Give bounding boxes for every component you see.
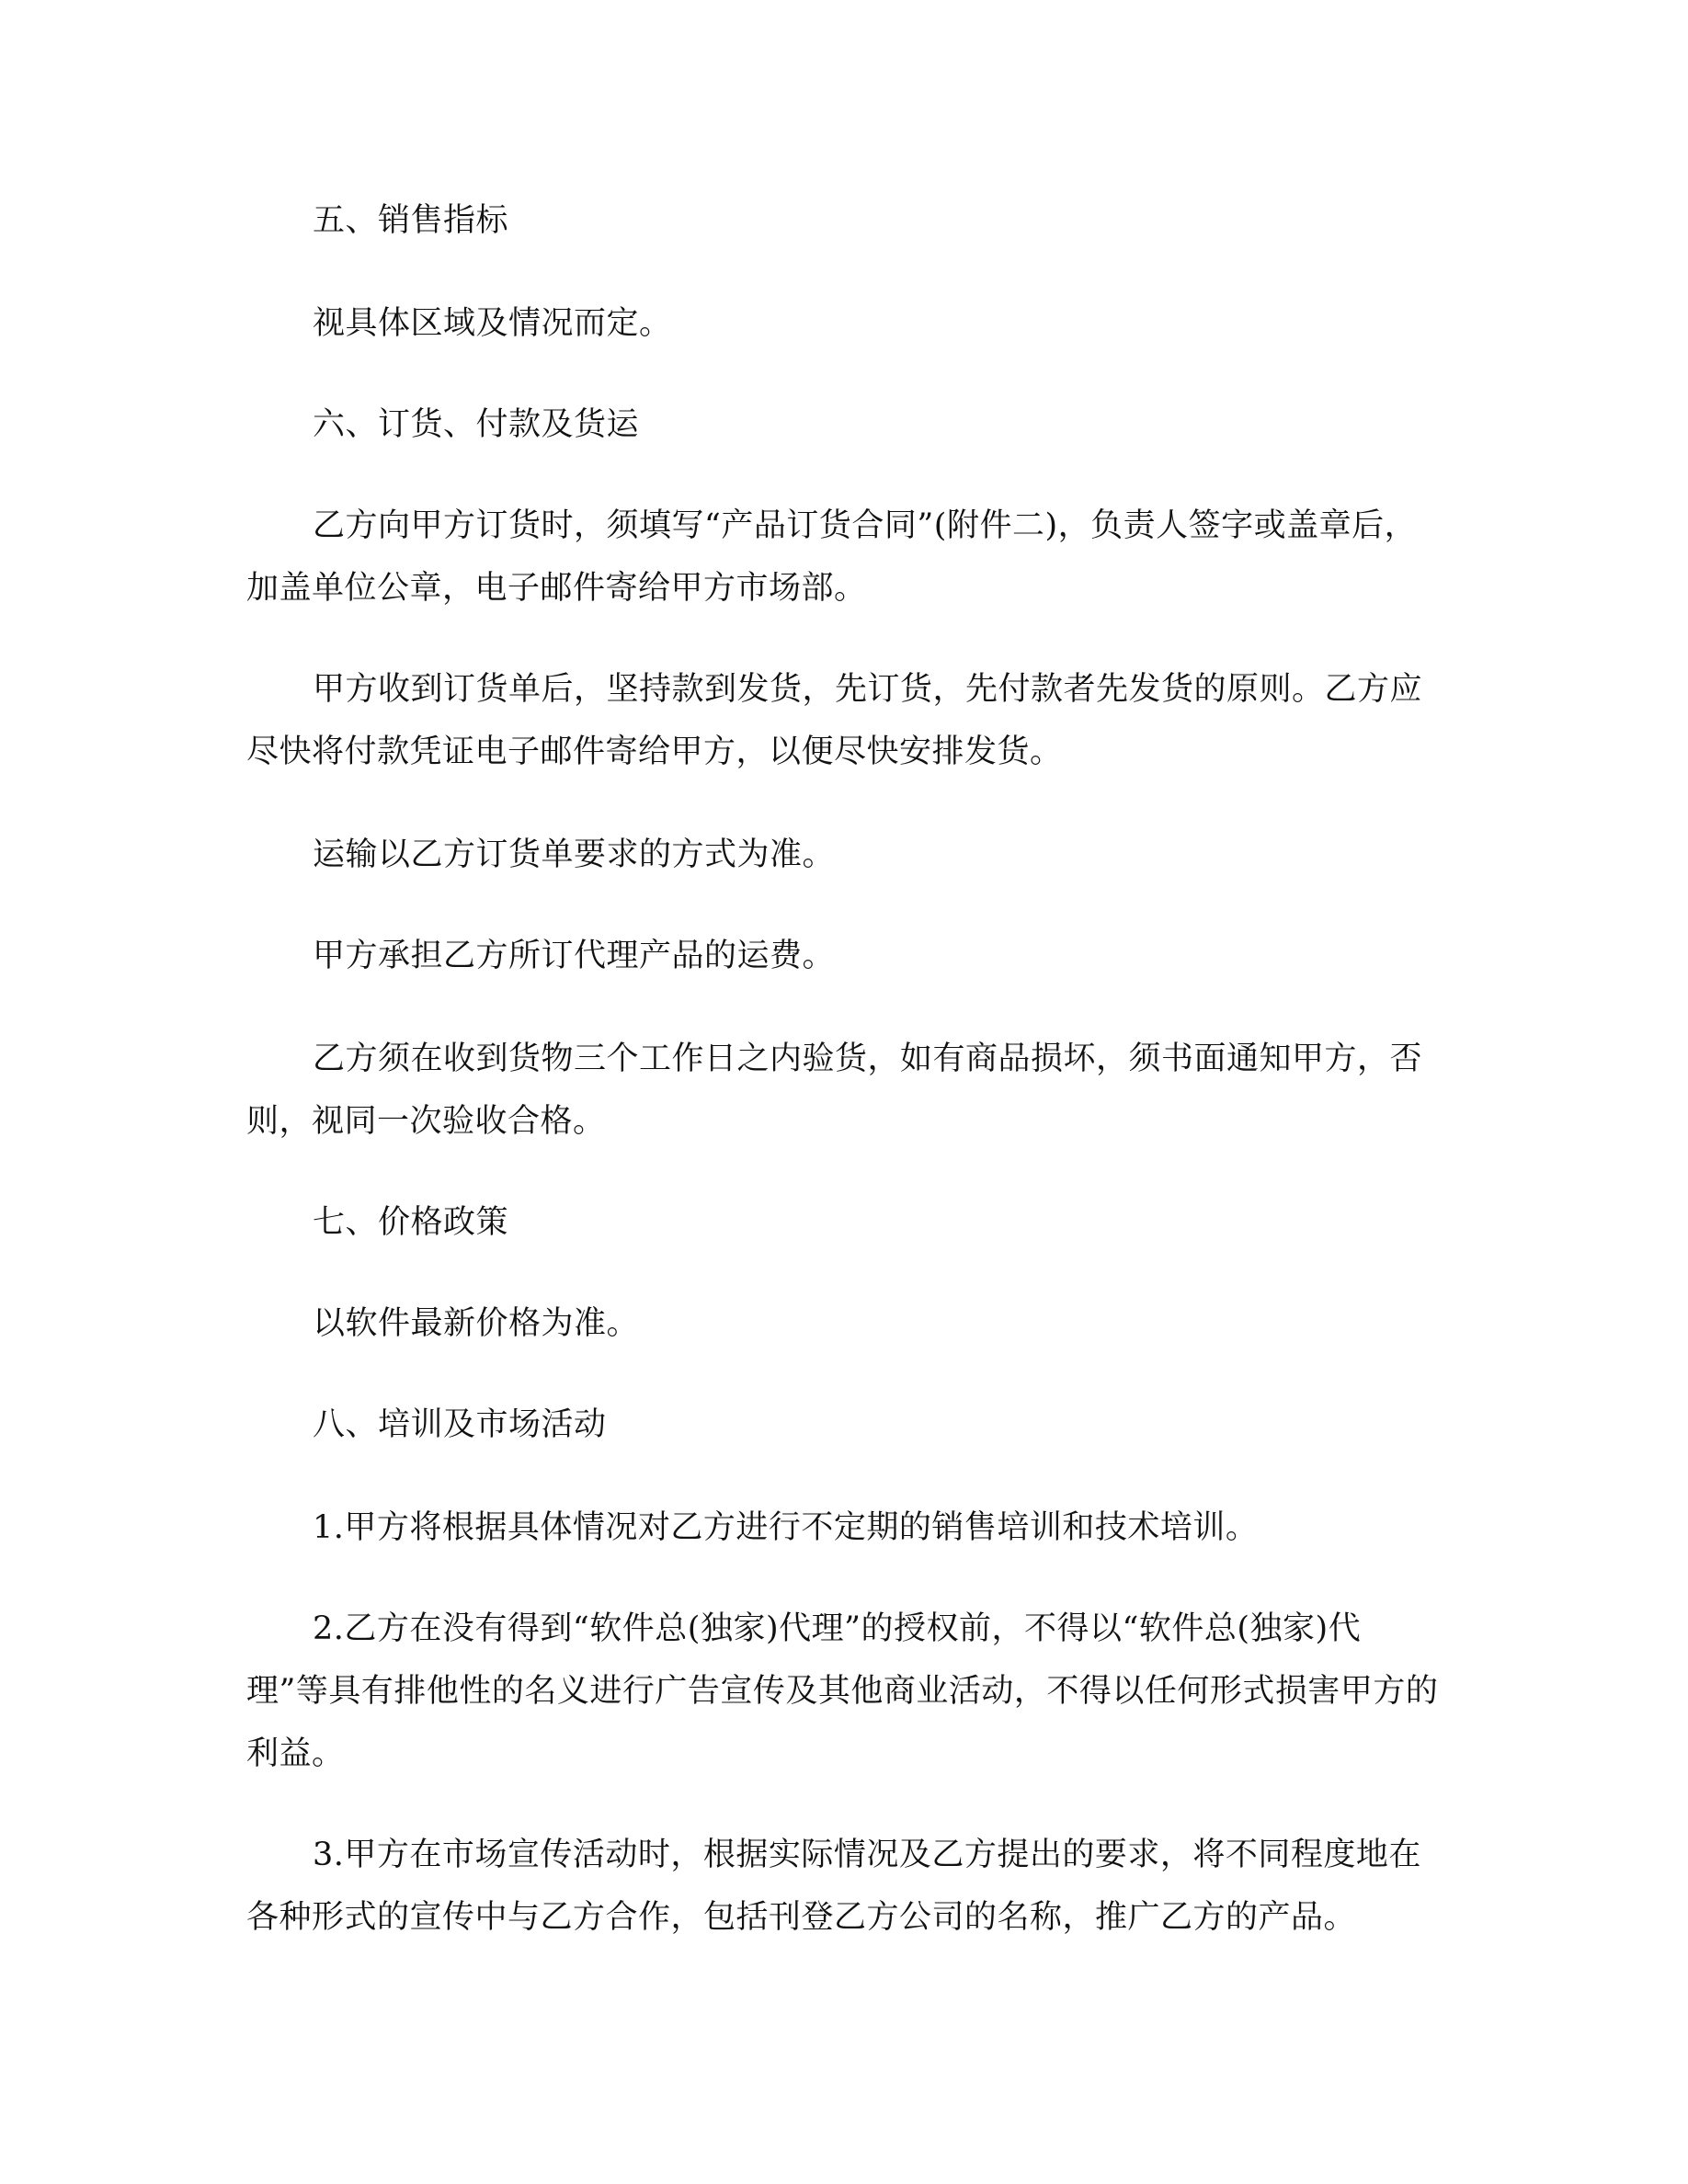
paragraph-shipping-cost: 甲方承担乙方所订代理产品的运费。 (313, 938, 836, 974)
paragraph-shipping-method: 运输以乙方订货单要求的方式为准。 (313, 836, 836, 873)
paragraph-ordering-form: 乙方向甲方订货时，须填写“产品订货合同”(附件二)，负责人签字或盖章后，加盖单位公章，电子邮件寄给甲方市场部。 (246, 507, 1418, 607)
paragraph-payment: 甲方收到订货单后，坚持款到发货，先订货，先付款者先发货的原则。乙方应尽快将付款凭证电子邮件寄给甲方，以便尽快安排发货。 (246, 671, 1423, 770)
section-heading-pricing: 七、价格政策 (313, 1204, 509, 1241)
paragraph-sales-target: 视具体区域及情况而定。 (313, 305, 672, 342)
section-heading-ordering: 六、订货、付款及货运 (313, 406, 640, 443)
paragraph-inspection: 乙方须在收到货物三个工作日之内验货，如有商品损坏，须书面通知甲方，否则，视同一次验收合格。 (246, 1041, 1423, 1140)
section-heading-training: 八、培训及市场活动 (313, 1406, 607, 1443)
paragraph-pricing: 以软件最新价格为准。 (313, 1305, 640, 1342)
paragraph-training-2: 2.乙方在没有得到“软件总(独家)代理”的授权前，不得以“软件总(独家)代理”等具有排他性的名义进行广告宣传及其他商业活动，不得以任何形式损害甲方的利益。 (246, 1610, 1439, 1772)
paragraph-training-3: 3.甲方在市场宣传活动时，根据实际情况及乙方提出的要求，将不同程度地在各种形式的宣传中与乙方合作，包括刊登乙方公司的名称，推广乙方的产品。 (246, 1837, 1421, 1936)
paragraph-training-1: 1.甲方将根据具体情况对乙方进行不定期的销售培训和技术培训。 (313, 1509, 1259, 1546)
section-heading-sales-target: 五、销售指标 (313, 202, 509, 239)
